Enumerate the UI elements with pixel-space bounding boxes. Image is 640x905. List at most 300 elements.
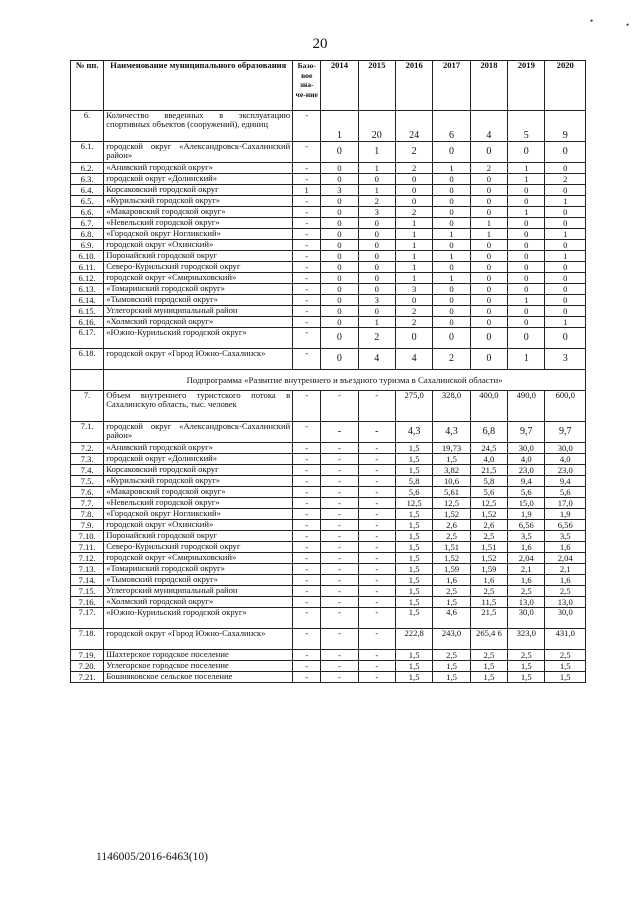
year-value-cell: 1 (395, 229, 432, 240)
year-value-cell: 23,0 (508, 465, 545, 476)
year-value-cell: 1 (395, 218, 432, 229)
page-number: 20 (312, 36, 328, 52)
year-value-cell: 3 (358, 295, 395, 306)
year-value-cell: 0 (433, 306, 470, 317)
municipality-name: Корсаковский городской округ (104, 185, 293, 196)
year-value-cell: 0 (470, 317, 507, 328)
year-value-cell: 0 (433, 174, 470, 185)
row-number: 7.14. (71, 575, 104, 586)
year-value-cell: 11,5 (470, 597, 507, 608)
row-number: 7.9. (71, 520, 104, 531)
year-value-cell: 0 (433, 207, 470, 218)
year-value-cell: - (321, 454, 358, 465)
row-number: 7.1. (71, 422, 104, 443)
year-value-cell: 0 (321, 349, 358, 370)
year-value-cell: 328,0 (433, 391, 470, 422)
year-value-cell: - (321, 391, 358, 422)
base-value: - (293, 207, 321, 218)
year-value-cell: 0 (433, 328, 470, 349)
row-number: 7.21. (71, 672, 104, 683)
year-value-cell: 1,5 (395, 661, 432, 672)
table-row (71, 349, 586, 370)
row-number: 6.1. (71, 142, 104, 163)
year-value-cell: 1 (545, 317, 586, 328)
year-value-cell: 1,5 (395, 586, 432, 597)
municipality-name: «Анивский городской округ» (104, 443, 293, 454)
year-value-cell: - (358, 542, 395, 553)
year-value-cell: 431,0 (545, 629, 586, 650)
table-row (71, 553, 586, 564)
row-number: 6.14. (71, 295, 104, 306)
row-number: 7.17. (71, 608, 104, 629)
base-value: - (293, 661, 321, 672)
year-value-cell: 1,5 (395, 553, 432, 564)
municipality-name: Поронайский городской округ (104, 251, 293, 262)
year-value-cell: 2,5 (508, 586, 545, 597)
year-value-cell: 20 (358, 111, 395, 142)
table-body (71, 111, 586, 683)
table-row (71, 218, 586, 229)
base-value: - (293, 317, 321, 328)
base-value: - (293, 240, 321, 251)
row-number: 6.6. (71, 207, 104, 218)
year-value-cell: 0 (321, 262, 358, 273)
year-value-cell: - (358, 608, 395, 629)
year-value-cell: 1,5 (433, 454, 470, 465)
table-row (71, 251, 586, 262)
year-value-cell: - (321, 650, 358, 661)
year-value-cell: 1,5 (395, 672, 432, 683)
year-value-cell: 1 (395, 251, 432, 262)
municipality-name: «Южно-Курильский городской округ» (104, 608, 293, 629)
base-value: - (293, 531, 321, 542)
year-value-cell: 0 (433, 284, 470, 295)
table-row (71, 650, 586, 661)
municipality-name: «Томаринский городской округ» (104, 284, 293, 295)
year-value-cell: 0 (545, 163, 586, 174)
year-value-cell: 0 (470, 295, 507, 306)
year-value-cell: 12,5 (395, 498, 432, 509)
row-number: 7.11. (71, 542, 104, 553)
year-value-cell: 0 (321, 273, 358, 284)
year-value-cell: - (321, 661, 358, 672)
year-value-cell: 0 (545, 273, 586, 284)
year-value-cell: 2,1 (508, 564, 545, 575)
year-value-cell: 0 (545, 284, 586, 295)
year-value-cell: 1,9 (545, 509, 586, 520)
year-value-cell: - (358, 575, 395, 586)
year-value-cell: 1,51 (433, 542, 470, 553)
year-value-cell: - (321, 487, 358, 498)
municipality-name: Количество введенных в эксплуатацию спортивных объектов (сооружений), единиц (104, 111, 293, 142)
year-value-cell: 4,3 (395, 422, 432, 443)
year-value-cell: 1 (358, 142, 395, 163)
year-value-cell: 0 (321, 306, 358, 317)
table-row (71, 111, 586, 142)
base-value: - (293, 174, 321, 185)
municipality-name: «Макаровский городской округ» (104, 487, 293, 498)
year-value-cell: 4 (470, 111, 507, 142)
year-value-cell: 0 (508, 240, 545, 251)
year-value-cell: 1,5 (545, 661, 586, 672)
year-value-cell: 0 (470, 142, 507, 163)
table-row (71, 629, 586, 650)
row-number: 6.2. (71, 163, 104, 174)
year-value-cell: 5,61 (433, 487, 470, 498)
year-value-cell: 19,73 (433, 443, 470, 454)
year-value-cell: 0 (470, 185, 507, 196)
year-value-cell: 24 (395, 111, 432, 142)
year-value-cell: 5,8 (395, 476, 432, 487)
base-value: - (293, 575, 321, 586)
year-value-cell: 1 (395, 262, 432, 273)
row-number: 6.10. (71, 251, 104, 262)
year-value-cell: - (321, 575, 358, 586)
year-value-cell: 3 (358, 207, 395, 218)
year-value-cell: 0 (470, 240, 507, 251)
year-value-cell: 3,5 (508, 531, 545, 542)
row-number: 6.4. (71, 185, 104, 196)
year-value-cell: 5,6 (545, 487, 586, 498)
base-value: - (293, 111, 321, 142)
table-row (71, 174, 586, 185)
year-value-cell: - (321, 553, 358, 564)
year-value-cell: 2,1 (545, 564, 586, 575)
municipality-name: Углегорский муниципальный район (104, 586, 293, 597)
year-value-cell: 0 (470, 196, 507, 207)
year-value-cell: 0 (395, 295, 432, 306)
year-value-cell: 0 (321, 317, 358, 328)
base-value: - (293, 251, 321, 262)
row-number: 6.15. (71, 306, 104, 317)
row-number: 6.16. (71, 317, 104, 328)
row-number: 7.20. (71, 661, 104, 672)
year-value-cell: 1,6 (508, 575, 545, 586)
year-value-cell: 0 (358, 284, 395, 295)
year-value-cell: - (358, 629, 395, 650)
base-value: - (293, 163, 321, 174)
row-number: 6.13. (71, 284, 104, 295)
table-row (71, 586, 586, 597)
year-value-cell: 1 (433, 229, 470, 240)
year-value-cell: 0 (433, 142, 470, 163)
header-year: 2018 (470, 61, 507, 111)
year-value-cell: 0 (321, 328, 358, 349)
year-value-cell: 1,5 (395, 454, 432, 465)
year-value-cell: 1,5 (395, 608, 432, 629)
table-row (71, 672, 586, 683)
year-value-cell: 275,0 (395, 391, 432, 422)
municipality-name: «Курильский городской округ» (104, 196, 293, 207)
year-value-cell: 0 (321, 207, 358, 218)
year-value-cell: 0 (395, 328, 432, 349)
base-value: - (293, 391, 321, 422)
table-row (71, 391, 586, 422)
table-row (71, 273, 586, 284)
year-value-cell: 30,0 (508, 608, 545, 629)
year-value-cell: - (321, 564, 358, 575)
year-value-cell: 0 (358, 306, 395, 317)
year-value-cell: 0 (433, 240, 470, 251)
year-value-cell: 1,5 (470, 661, 507, 672)
year-value-cell: 0 (508, 185, 545, 196)
year-value-cell: 21,5 (470, 608, 507, 629)
table-row (71, 306, 586, 317)
year-value-cell: 0 (358, 218, 395, 229)
year-value-cell: 0 (470, 207, 507, 218)
year-value-cell: 1,5 (433, 661, 470, 672)
table-row (71, 196, 586, 207)
year-value-cell: 0 (508, 262, 545, 273)
row-number: 7.3. (71, 454, 104, 465)
year-value-cell: 1,52 (433, 553, 470, 564)
year-value-cell: 0 (470, 262, 507, 273)
table-row (71, 229, 586, 240)
section-num-cell (71, 370, 104, 391)
year-value-cell: 0 (545, 306, 586, 317)
year-value-cell: 5 (508, 111, 545, 142)
municipality-name: «Анивский городской округ» (104, 163, 293, 174)
year-value-cell: 1 (358, 185, 395, 196)
year-value-cell: 0 (508, 328, 545, 349)
municipality-name: городской округ «Охинский» (104, 240, 293, 251)
municipality-name: Поронайский городской округ (104, 531, 293, 542)
base-value: - (293, 629, 321, 650)
year-value-cell: 30,0 (545, 608, 586, 629)
year-value-cell: 17,0 (545, 498, 586, 509)
year-value-cell: 12,5 (470, 498, 507, 509)
year-value-cell: 1 (395, 240, 432, 251)
year-value-cell: 0 (545, 142, 586, 163)
municipality-name: «Невельский городской округ» (104, 498, 293, 509)
year-value-cell: 1 (470, 218, 507, 229)
municipality-name: городской округ «Александровск-Сахалинский район» (104, 142, 293, 163)
year-value-cell: 1,51 (470, 542, 507, 553)
year-value-cell: 2 (395, 142, 432, 163)
year-value-cell: 1,5 (545, 672, 586, 683)
year-value-cell: 222,8 (395, 629, 432, 650)
year-value-cell: 4,0 (508, 454, 545, 465)
table-row (71, 608, 586, 629)
row-number: 7.12. (71, 553, 104, 564)
table-row (71, 295, 586, 306)
municipality-name: городской округ «Город Южно-Сахалинск» (104, 629, 293, 650)
year-value-cell: - (358, 564, 395, 575)
year-value-cell: - (321, 586, 358, 597)
year-value-cell: 9,4 (545, 476, 586, 487)
year-value-cell: 600,0 (545, 391, 586, 422)
year-value-cell: 2 (395, 317, 432, 328)
row-number: 6. (71, 111, 104, 142)
table-row (71, 575, 586, 586)
year-value-cell: 1,5 (470, 672, 507, 683)
year-value-cell: 1,5 (395, 509, 432, 520)
year-value-cell: 1 (470, 229, 507, 240)
table-row (71, 597, 586, 608)
year-value-cell: - (321, 465, 358, 476)
year-value-cell: 6,56 (545, 520, 586, 531)
row-number: 6.5. (71, 196, 104, 207)
base-value: - (293, 229, 321, 240)
header-year: 2014 (321, 61, 358, 111)
year-value-cell: 6 (433, 111, 470, 142)
year-value-cell: - (321, 443, 358, 454)
base-value: - (293, 273, 321, 284)
year-value-cell: 0 (433, 218, 470, 229)
year-value-cell: 323,0 (508, 629, 545, 650)
year-value-cell: - (358, 509, 395, 520)
year-value-cell: - (358, 586, 395, 597)
year-value-cell: 2 (395, 163, 432, 174)
year-value-cell: 0 (470, 306, 507, 317)
year-value-cell: 24,5 (470, 443, 507, 454)
row-number: 6.18. (71, 349, 104, 370)
year-value-cell: 265,4 6 (470, 629, 507, 650)
year-value-cell: 1,5 (395, 597, 432, 608)
year-value-cell: 3 (395, 284, 432, 295)
year-value-cell: - (358, 661, 395, 672)
year-value-cell: 0 (545, 328, 586, 349)
year-value-cell: - (321, 597, 358, 608)
scan-mark: • (626, 20, 630, 30)
table-row (71, 509, 586, 520)
year-value-cell: 1,6 (470, 575, 507, 586)
row-number: 6.12. (71, 273, 104, 284)
scan-mark: • (590, 16, 594, 26)
year-value-cell: 0 (358, 240, 395, 251)
year-value-cell: 0 (395, 174, 432, 185)
row-number: 7.10. (71, 531, 104, 542)
header-year: 2017 (433, 61, 470, 111)
municipality-name: Шахтерское городское поселение (104, 650, 293, 661)
municipality-name: «Холмский городской округ» (104, 317, 293, 328)
base-value: - (293, 597, 321, 608)
subprogram-title: Подпрограмма «Развитие внутреннего и въездного туризма в Сахалинской области» (104, 370, 586, 391)
year-value-cell: 0 (395, 185, 432, 196)
year-value-cell: 2,6 (470, 520, 507, 531)
base-value: - (293, 542, 321, 553)
year-value-cell: 1 (508, 207, 545, 218)
municipality-name: «Южно-Курильский городской округ» (104, 328, 293, 349)
year-value-cell: 0 (321, 295, 358, 306)
year-value-cell: 0 (321, 163, 358, 174)
year-value-cell: 2,5 (470, 650, 507, 661)
year-value-cell: 1,6 (545, 542, 586, 553)
year-value-cell: - (358, 650, 395, 661)
year-value-cell: 10,6 (433, 476, 470, 487)
municipality-name: городской округ «Смирныховский» (104, 553, 293, 564)
year-value-cell: 0 (545, 207, 586, 218)
year-value-cell: 5,8 (470, 476, 507, 487)
year-value-cell: 243,0 (433, 629, 470, 650)
year-value-cell: 0 (508, 218, 545, 229)
year-value-cell: 1,59 (470, 564, 507, 575)
row-number: 6.3. (71, 174, 104, 185)
header-year: 2015 (358, 61, 395, 111)
year-value-cell: 6,8 (470, 422, 507, 443)
year-value-cell: 1,59 (433, 564, 470, 575)
year-value-cell: - (358, 487, 395, 498)
base-value: - (293, 520, 321, 531)
municipality-name: «Городской округ Ногликский» (104, 509, 293, 520)
year-value-cell: 0 (433, 262, 470, 273)
year-value-cell: - (358, 672, 395, 683)
year-value-cell: - (358, 454, 395, 465)
year-value-cell: 1 (508, 174, 545, 185)
base-value: - (293, 553, 321, 564)
year-value-cell: - (358, 531, 395, 542)
year-value-cell: 1 (433, 251, 470, 262)
year-value-cell: 1,6 (508, 542, 545, 553)
header-year: 2020 (545, 61, 586, 111)
row-number: 7.19. (71, 650, 104, 661)
municipality-name: Углегорский муниципальный район (104, 306, 293, 317)
base-value: - (293, 422, 321, 443)
year-value-cell: 4 (358, 349, 395, 370)
row-number: 6.17. (71, 328, 104, 349)
year-value-cell: 1 (545, 229, 586, 240)
table-row (71, 328, 586, 349)
year-value-cell: 0 (545, 185, 586, 196)
table-row (71, 487, 586, 498)
year-value-cell: 1,52 (433, 509, 470, 520)
year-value-cell: 1,5 (395, 564, 432, 575)
municipality-name: городской округ «Город Южно-Сахалинск» (104, 349, 293, 370)
municipality-name: «Невельский городской округ» (104, 218, 293, 229)
year-value-cell: 2,04 (508, 553, 545, 564)
year-value-cell: - (321, 509, 358, 520)
year-value-cell: 1 (321, 111, 358, 142)
base-value: - (293, 262, 321, 273)
base-value: 1 (293, 185, 321, 196)
year-value-cell: 2,5 (433, 531, 470, 542)
year-value-cell: 4,6 (433, 608, 470, 629)
year-value-cell: 5,6 (395, 487, 432, 498)
year-value-cell: 0 (545, 262, 586, 273)
year-value-cell: 0 (433, 317, 470, 328)
year-value-cell: 1,6 (433, 575, 470, 586)
row-number: 7.16. (71, 597, 104, 608)
year-value-cell: 13,0 (508, 597, 545, 608)
year-value-cell: 3 (545, 349, 586, 370)
year-value-cell: 2 (395, 207, 432, 218)
year-value-cell: 2,5 (433, 586, 470, 597)
year-value-cell: 1 (508, 349, 545, 370)
year-value-cell: 2,5 (508, 650, 545, 661)
table-row (71, 465, 586, 476)
year-value-cell: 0 (508, 229, 545, 240)
municipality-name: Корсаковский городской округ (104, 465, 293, 476)
municipality-name: Северо-Курильский городской округ (104, 262, 293, 273)
municipality-name: городской округ «Долинский» (104, 454, 293, 465)
header-year: 2019 (508, 61, 545, 111)
year-value-cell: 0 (321, 251, 358, 262)
municipality-name: Углегорское городское поселение (104, 661, 293, 672)
municipality-name: городской округ «Александровск-Сахалинский район» (104, 422, 293, 443)
year-value-cell: 0 (433, 196, 470, 207)
header-year: 2016 (395, 61, 432, 111)
year-value-cell: - (321, 672, 358, 683)
year-value-cell: 9,7 (545, 422, 586, 443)
year-value-cell: 23,0 (545, 465, 586, 476)
year-value-cell: 1 (358, 163, 395, 174)
year-value-cell: 0 (508, 196, 545, 207)
table-row (71, 476, 586, 487)
year-value-cell: 0 (433, 295, 470, 306)
year-value-cell: 0 (508, 273, 545, 284)
municipality-name: «Макаровский городской округ» (104, 207, 293, 218)
year-value-cell: 3,82 (433, 465, 470, 476)
